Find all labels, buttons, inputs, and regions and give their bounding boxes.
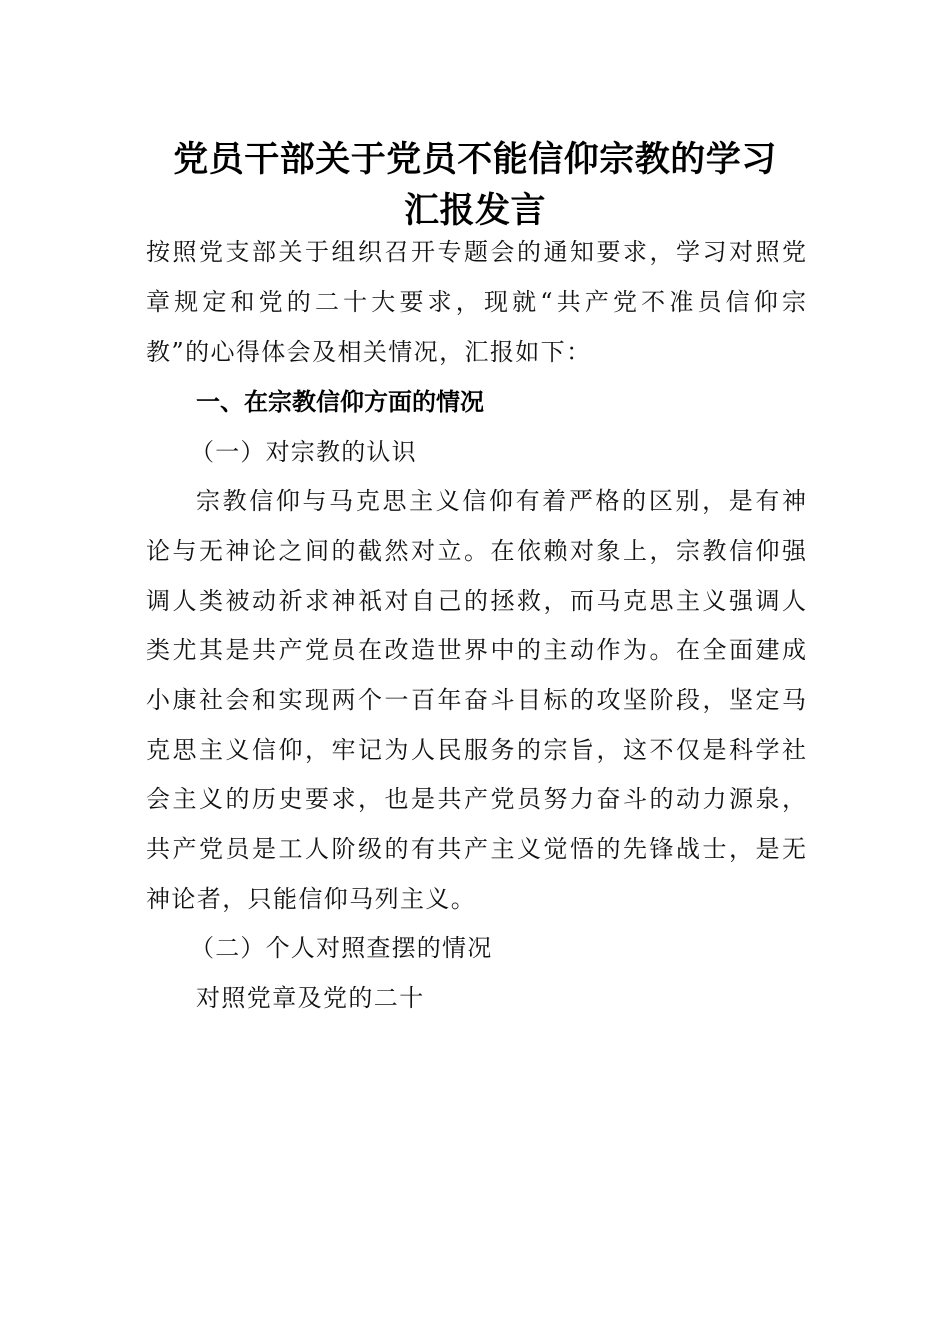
paragraph-line: 会主义的历史要求，也是共产党员努力奋斗的动力源泉，	[146, 785, 806, 813]
paragraph-line: 调人类被动祈求神祇对自己的拯救，而马克思主义强调人	[146, 587, 806, 615]
paragraph-line: 对照党章及党的二十	[196, 984, 425, 1012]
subsection-heading: （一）对宗教的认识	[190, 438, 417, 466]
section-heading: 一、在宗教信仰方面的情况	[196, 388, 484, 416]
paragraph-line: 宗教信仰与马克思主义信仰有着严格的区别，是有神	[196, 487, 806, 515]
paragraph-line: 神论者，只能信仰马列主义。	[146, 885, 477, 913]
document-title-line-2: 汇报发言	[403, 191, 546, 231]
paragraph-line: 类尤其是共产党员在改造世界中的主动作为。在全面建成	[146, 636, 806, 664]
intro-paragraph-line: 按照党支部关于组织召开专题会的通知要求，学习对照党	[146, 238, 806, 266]
intro-paragraph-line: 章规定和党的二十大要求，现就“共产党不准员信仰宗	[146, 288, 806, 316]
paragraph-line: 克思主义信仰，牢记为人民服务的宗旨，这不仅是科学社	[146, 736, 806, 764]
paragraph-line: 小康社会和实现两个一百年奋斗目标的攻坚阶段，坚定马	[146, 686, 806, 714]
intro-paragraph-line: 教”的心得体会及相关情况，汇报如下：	[146, 338, 592, 366]
paragraph-line: 共产党员是工人阶级的有共产主义觉悟的先锋战士，是无	[146, 835, 806, 863]
paragraph-line: 论与无神论之间的截然对立。在依赖对象上，宗教信仰强	[146, 537, 806, 565]
document-title-line-1: 党员干部关于党员不能信仰宗教的学习	[173, 140, 777, 180]
subsection-heading: （二）个人对照查摆的情况	[190, 934, 493, 962]
